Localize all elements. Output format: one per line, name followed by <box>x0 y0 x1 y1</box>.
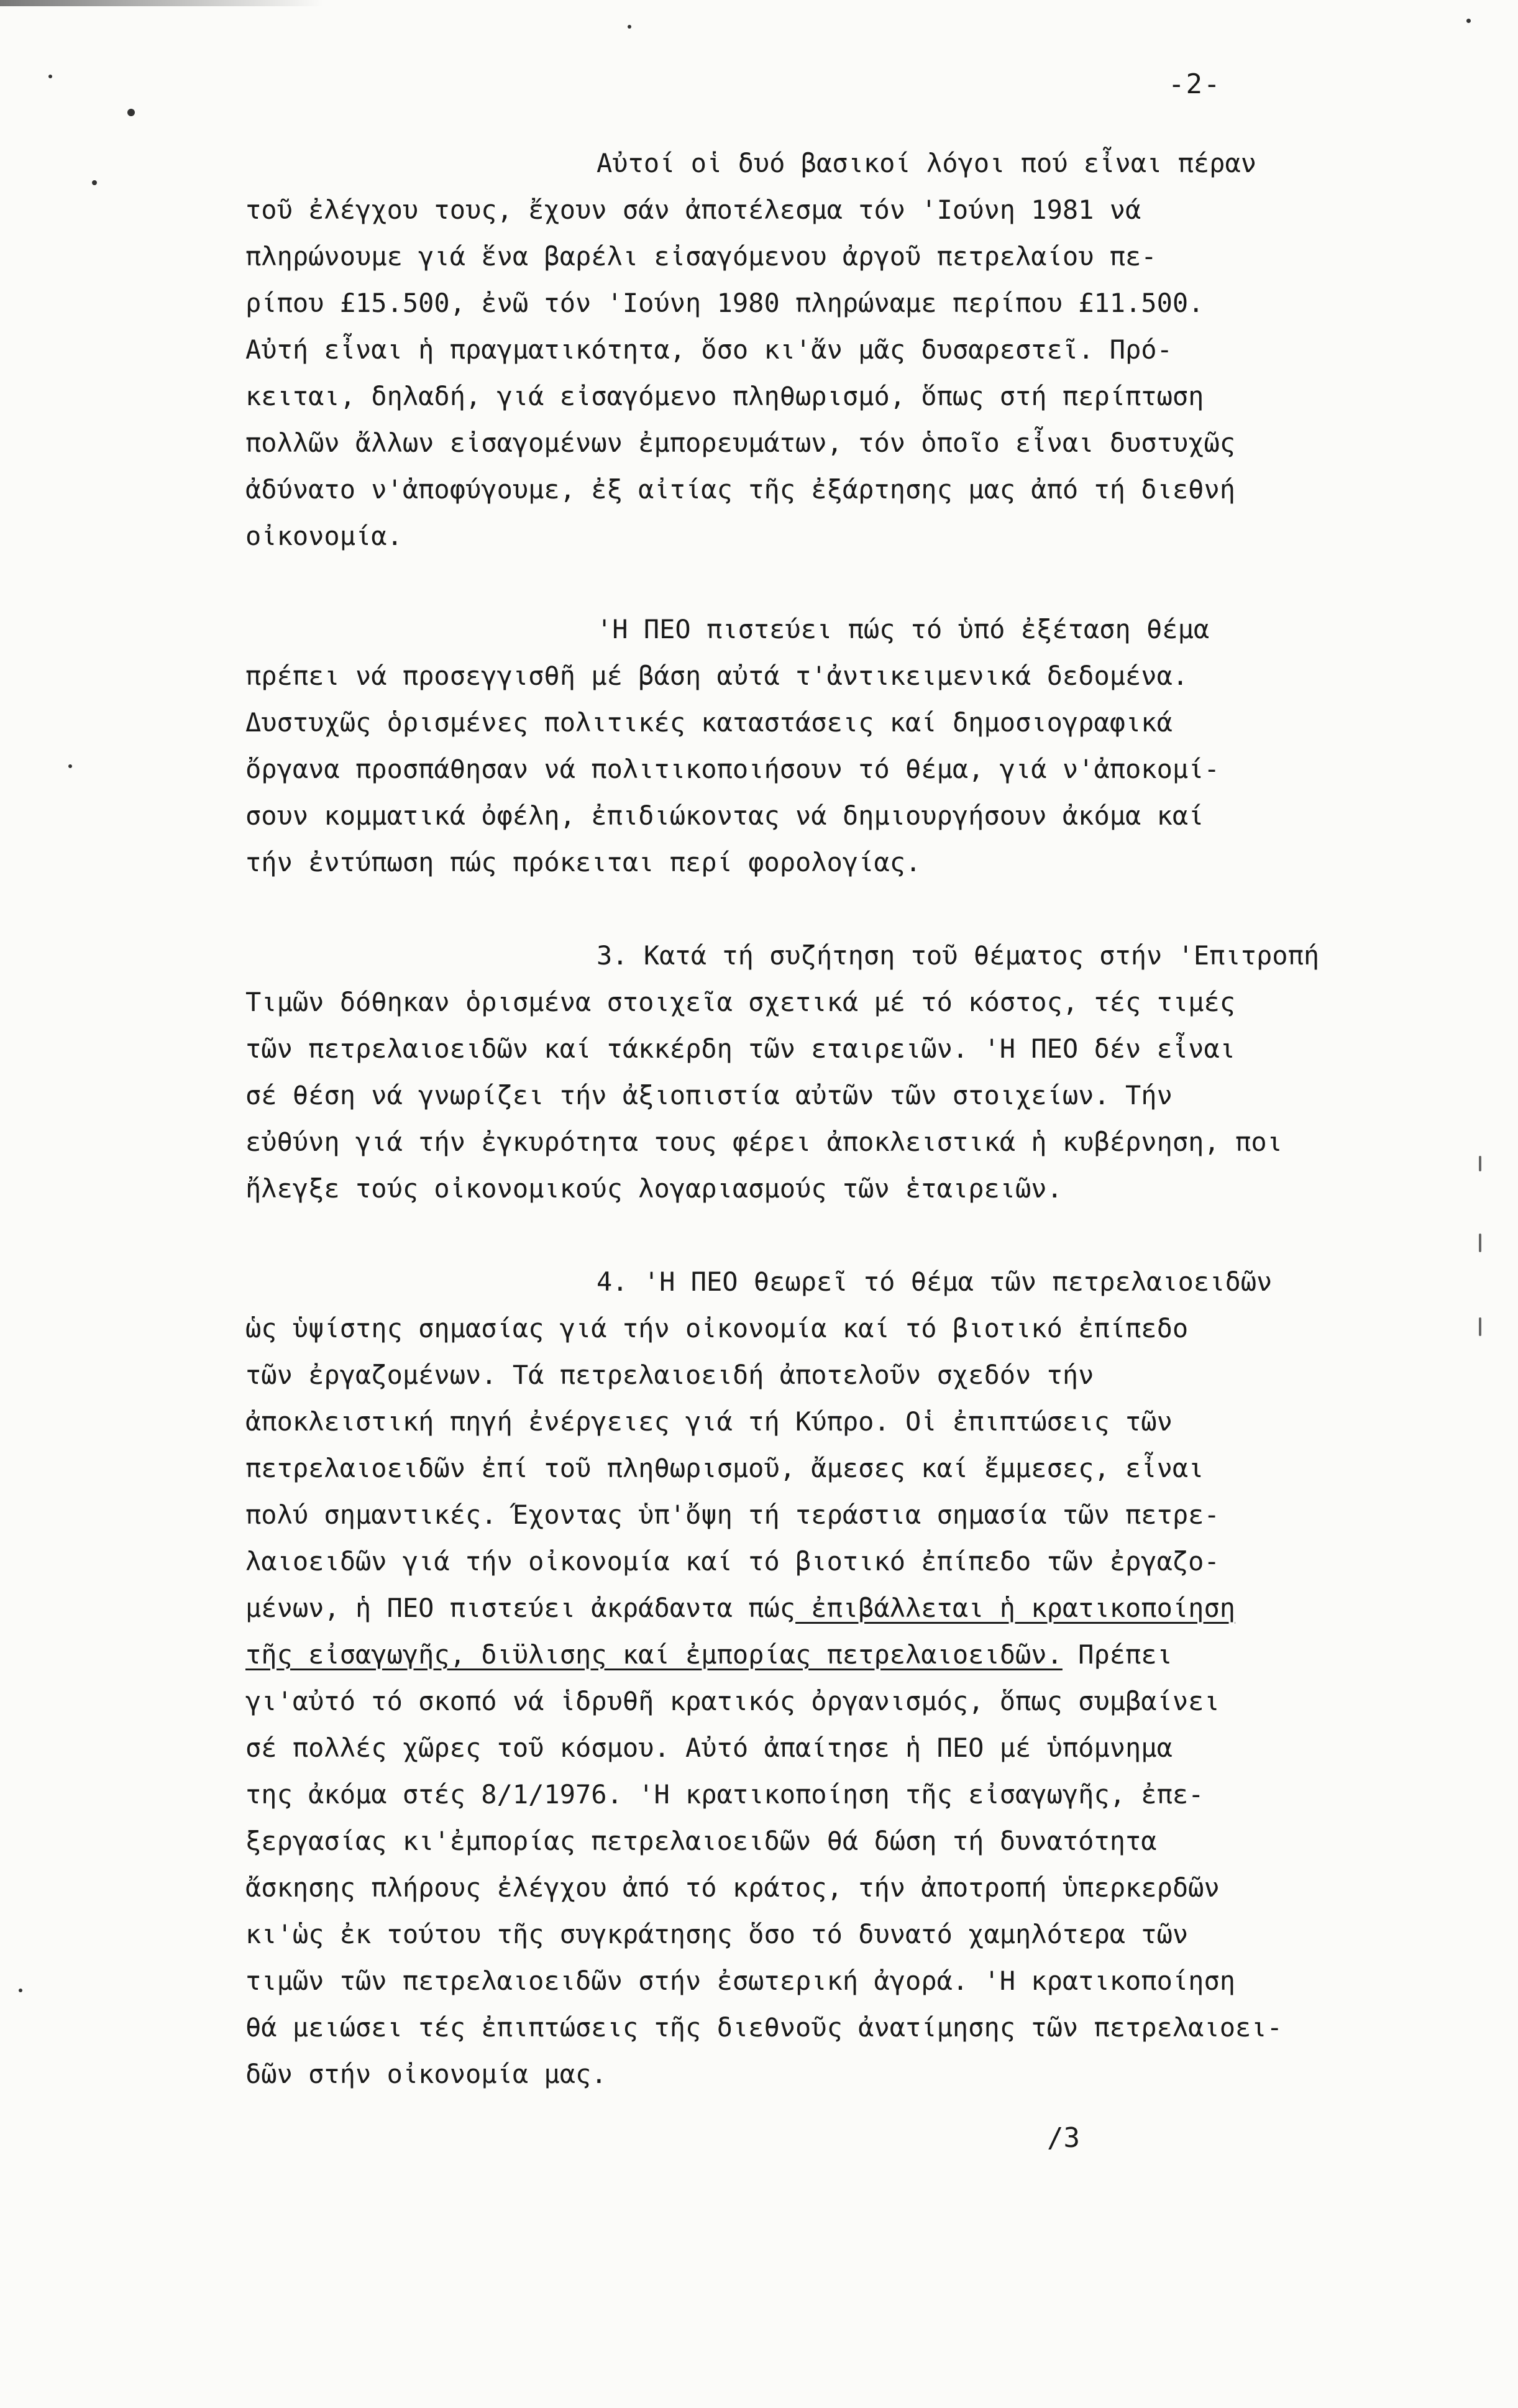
body-line: Τιμῶν δόθηκαν ὁρισμένα στοιχεῖα σχετικά μέ τό κόστος, τές τιμές <box>245 987 1236 1017</box>
scan-speck <box>1479 1156 1481 1171</box>
body-line: ὄργανα προσπάθησαν νά πολιτικοποιήσουν τό θέμα, γιά ν'ἀποκομί- <box>245 754 1220 784</box>
body-line: πληρώνουμε γιά ἕνα βαρέλι εἰσαγόμενου ἀργοῦ πετρελαίου πε- <box>245 241 1157 272</box>
body-line: κι'ὡς ἐκ τούτου τῆς συγκράτησης ὅσο τό δυνατό χαμηλότερα τῶν <box>245 1919 1189 1949</box>
scan-speck <box>92 180 97 185</box>
body-line: ὡς ὑψίστης σημασίας γιά τήν οἰκονομία καί τό βιοτικό ἐπίπεδο <box>245 1313 1189 1344</box>
body-line: ρίπου £15.500, ἐνῶ τόν 'Ιούνη 1980 πληρώναμε περίπου £11.500. <box>245 288 1204 318</box>
body-line: πολύ σημαντικές. Έχοντας ὑπ'ὄψη τή τεράστια σημασία τῶν πετρε- <box>245 1499 1220 1530</box>
body-line: σέ θέση νά γνωρίζει τήν ἀξιοπιστία αὐτῶν τῶν στοιχείων. Τήν <box>245 1080 1173 1110</box>
body-line: σέ πολλές χῶρες τοῦ κόσμου. Αὐτό ἀπαίτησε ἡ ΠΕΟ μέ ὑπόμνημα <box>245 1733 1173 1763</box>
scan-speck <box>68 764 72 768</box>
continuation-marker: /3 <box>1047 2122 1080 2154</box>
scan-speck <box>127 109 135 116</box>
body-line: τοῦ ἐλέγχου τους, ἔχουν σάν ἀποτέλεσμα τόν 'Ιούνη 1981 νά <box>245 195 1141 225</box>
scan-speck <box>19 1989 22 1992</box>
scan-speck <box>1466 19 1471 23</box>
scan-speck <box>628 25 631 29</box>
body-line: γι'αὐτό τό σκοπό νά ἱδρυθῆ κρατικός ὀργανισμός, ὅπως συμβαίνει <box>245 1686 1220 1716</box>
body-line: ἤλεγξε τούς οἰκονομικούς λογαριασμούς τῶν ἑταιρειῶν. <box>245 1173 1063 1204</box>
body-line: της ἀκόμα στές 8/1/1976. 'Η κρατικοποίηση τῆς εἰσαγωγῆς, ἐπε- <box>245 1779 1204 1810</box>
scan-speck <box>1479 1234 1481 1252</box>
body-line: Αὐτή εἶναι ἡ πραγματικότητα, ὅσο κι'ἄν μᾶς δυσαρεστεῖ. Πρό- <box>245 334 1173 365</box>
body-text-plain: Πρέπει <box>1062 1639 1173 1670</box>
body-line-with-underline <box>245 1585 1476 1631</box>
body-line: τῶν ἐργαζομένων. Τά πετρελαιοειδή ἀποτελοῦν σχεδόν τήν <box>245 1360 1094 1390</box>
body-text-plain: μένων, ἡ ΠΕΟ πιστεύει ἀκράδαντα πώς <box>245 1593 796 1623</box>
body-line: ἀδύνατο ν'ἀποφύγουμε, ἐξ αἰτίας τῆς ἐξάρτησης μας ἀπό τή διεθνή <box>245 474 1236 505</box>
section-4-heading-line: 4. 'Η ΠΕΟ θεωρεῖ τό θέμα τῶν πετρελαιοειδῶν <box>597 1266 1273 1297</box>
body-line: ἀποκλειστική πηγή ἐνέργειες γιά τή Κύπρο. Οἱ ἐπιπτώσεις τῶν <box>245 1406 1173 1437</box>
body-line: Αὐτοί οἱ δυό βασικοί λόγοι πού εἶναι πέραν <box>597 148 1257 178</box>
body-line: τῶν πετρελαιοειδῶν καί τάκκέρδη τῶν εταιρειῶν. 'Η ΠΕΟ δέν εἶναι <box>245 1033 1236 1064</box>
body-line: πετρελαιοειδῶν ἐπί τοῦ πληθωρισμοῦ, ἄμεσες καί ἔμμεσες, εἶναι <box>245 1453 1204 1483</box>
body-line: σουν κομματικά ὀφέλη, ἐπιδιώκοντας νά δημιουργήσουν ἀκόμα καί <box>245 800 1204 831</box>
underlined-text: τῆς εἰσαγωγῆς, διϋλισης καί ἐμπορίας πετρελαιοειδῶν. <box>245 1639 1063 1670</box>
body-line: εὐθύνη γιά τήν ἐγκυρότητα τους φέρει ἀποκλειστικά ἡ κυβέρνηση, ποι <box>245 1127 1283 1157</box>
body-line: ἄσκησης πλήρους ἐλέγχου ἀπό τό κράτος, τήν ἀποτροπή ὑπερκερδῶν <box>245 1872 1220 1903</box>
body-line: λαιοειδῶν γιά τήν οἰκονομία καί τό βιοτικό ἐπίπεδο τῶν ἐργαζο- <box>245 1546 1220 1577</box>
paragraph-gap <box>245 886 1476 932</box>
scan-speck <box>48 75 52 78</box>
underlined-text: ἐπιβάλλεται ἡ κρατικοποίηση <box>795 1593 1236 1623</box>
body-line-with-underline <box>245 1631 1476 1678</box>
body-line: δῶν στήν οἰκονομία μας. <box>245 2059 607 2089</box>
body-line: πολλῶν ἄλλων εἰσαγομένων ἐμπορευμάτων, τόν ὁποῖο εἶναι δυστυχῶς <box>245 428 1236 458</box>
scan-edge-shadow <box>0 0 323 6</box>
scan-speck <box>1479 1317 1481 1336</box>
page-number: -2- <box>1168 68 1222 100</box>
body-line: Δυστυχῶς ὁρισμένες πολιτικές καταστάσεις καί δημοσιογραφικά <box>245 707 1173 738</box>
body-line: θά μειώσει τές ἐπιπτώσεις τῆς διεθνοῦς ἀνατίμησης τῶν πετρελαιοει- <box>245 2012 1283 2043</box>
section-3-heading-line: 3. Κατά τή συζήτηση τοῦ θέματος στήν 'Επιτροπή <box>597 940 1320 971</box>
paragraph-gap <box>245 1212 1476 1258</box>
body-line: τήν ἐντύπωση πώς πρόκειται περί φορολογίας. <box>245 847 921 877</box>
body-line: οἰκονομία. <box>245 521 403 551</box>
paragraph-gap <box>245 559 1476 606</box>
body-line: 'Η ΠΕΟ πιστεύει πώς τό ὑπό ἐξέταση θέμα <box>597 614 1210 644</box>
body-line: πρέπει νά προσεγγισθῆ μέ βάση αὐτά τ'ἀντικειμενικά δεδομένα. <box>245 661 1189 691</box>
body-line: ξεργασίας κι'ἐμπορίας πετρελαιοειδῶν θά δώση τή δυνατότητα <box>245 1826 1157 1856</box>
document-body <box>245 140 1476 2097</box>
body-line: κειται, δηλαδή, γιά εἰσαγόμενο πληθωρισμό, ὅπως στή περίπτωση <box>245 381 1204 411</box>
body-line: τιμῶν τῶν πετρελαιοειδῶν στήν ἐσωτερική ἀγορά. 'Η κρατικοποίηση <box>245 1966 1236 1996</box>
